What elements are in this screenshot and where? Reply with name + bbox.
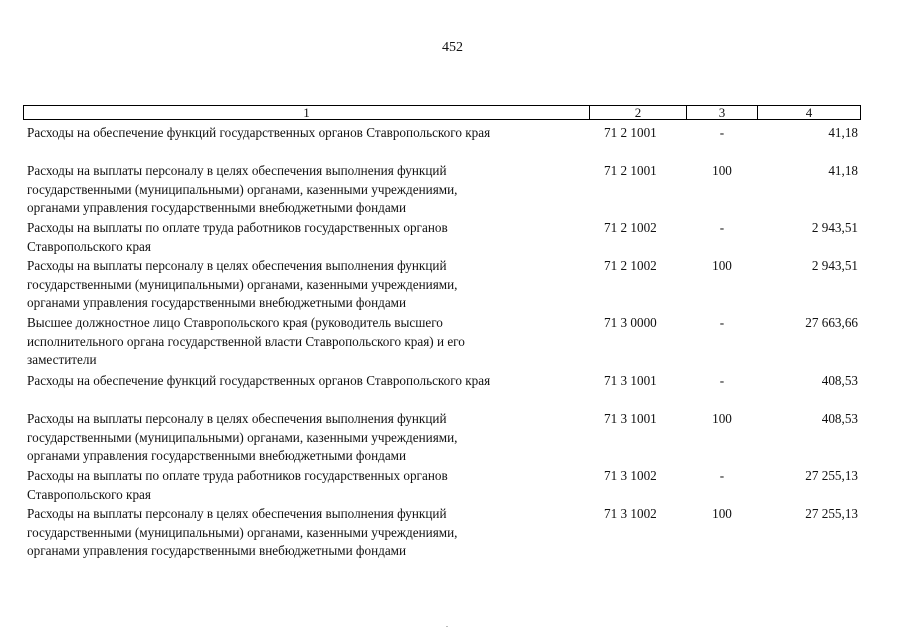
description-line: Ставропольского края <box>27 486 151 502</box>
row-code: 71 3 1001 <box>604 411 657 426</box>
row-amount: 408,53 <box>821 373 858 388</box>
row-description <box>27 505 587 561</box>
description-line: государственными (муниципальными) органами, казенными учреждениями, <box>27 181 458 197</box>
description-line: органами управления государственными внебюджетными фондами <box>27 200 407 215</box>
table-header <box>23 105 861 120</box>
row-code: 71 2 1002 <box>604 258 657 273</box>
description-line: Расходы на обеспечение функций государственных органов Ставропольского края <box>27 373 491 388</box>
row-expense-type: - <box>719 373 725 388</box>
row-code: 71 3 1002 <box>604 468 657 483</box>
description-line: Ставропольского края <box>27 238 151 254</box>
row-description <box>27 410 587 466</box>
row-expense-type: 100 <box>712 411 732 426</box>
row-expense-type: - <box>719 220 725 235</box>
row-code: 71 3 1001 <box>604 373 657 388</box>
row-description <box>27 219 587 256</box>
description-line: государственными (муниципальными) органами, казенными учреждениями, <box>27 429 458 445</box>
header-col-2: 2 <box>589 106 686 119</box>
row-amount: 41,18 <box>828 125 858 140</box>
header-col-3: 3 <box>686 106 757 119</box>
description-line: Расходы на выплаты по оплате труда работников государственных органов <box>27 468 448 483</box>
description-line: исполнительного органа государственной власти Ставропольского края) и его <box>27 333 465 349</box>
row-amount: 27 255,13 <box>805 506 858 521</box>
row-amount: 27 663,66 <box>805 315 858 330</box>
row-description <box>27 162 587 218</box>
description-line: государственными (муниципальными) органами, казенными учреждениями, <box>27 276 458 292</box>
row-expense-type: - <box>719 315 725 330</box>
description-line: Расходы на выплаты персоналу в целях обеспечения выполнения функций <box>27 506 447 521</box>
description-line: Расходы на выплаты персоналу в целях обеспечения выполнения функций <box>27 163 447 178</box>
row-code: 71 3 0000 <box>604 315 657 330</box>
row-amount: 408,53 <box>821 411 858 426</box>
description-line: заместители <box>27 352 97 367</box>
row-description <box>27 372 587 391</box>
description-line: Высшее должностное лицо Ставропольского края (руководитель высшего <box>27 315 443 330</box>
row-amount: 2 943,51 <box>811 258 858 273</box>
row-code: 71 3 1002 <box>604 506 657 521</box>
row-amount: 27 255,13 <box>805 468 858 483</box>
row-code: 71 2 1002 <box>604 220 657 235</box>
description-line: органами управления государственными внебюджетными фондами <box>27 448 407 463</box>
row-description <box>27 314 587 370</box>
description-line: органами управления государственными внебюджетными фондами <box>27 295 407 310</box>
page-number: 452 <box>442 40 463 55</box>
row-expense-type: 100 <box>712 163 732 178</box>
row-amount: 41,18 <box>828 163 858 178</box>
description-line: Расходы на выплаты по оплате труда работников государственных органов <box>27 220 448 235</box>
row-expense-type: 100 <box>712 506 732 521</box>
row-code: 71 2 1001 <box>604 163 657 178</box>
description-line: Расходы на обеспечение функций государственных органов Ставропольского края <box>27 125 491 140</box>
header-col-1: 1 <box>303 105 310 120</box>
description-line: Расходы на выплаты персоналу в целях обеспечения выполнения функций <box>27 411 447 426</box>
row-amount: 2 943,51 <box>811 220 858 235</box>
row-description <box>27 124 587 143</box>
row-description <box>27 257 587 313</box>
scan-speck <box>446 626 448 627</box>
description-line: органами управления государственными внебюджетными фондами <box>27 543 407 558</box>
header-col-4: 4 <box>757 106 860 119</box>
row-expense-type: - <box>719 468 725 483</box>
row-expense-type: 100 <box>712 258 732 273</box>
description-line: государственными (муниципальными) органами, казенными учреждениями, <box>27 524 458 540</box>
row-expense-type: - <box>719 125 725 140</box>
row-description <box>27 467 587 504</box>
description-line: Расходы на выплаты персоналу в целях обеспечения выполнения функций <box>27 258 447 273</box>
row-code: 71 2 1001 <box>604 125 657 140</box>
